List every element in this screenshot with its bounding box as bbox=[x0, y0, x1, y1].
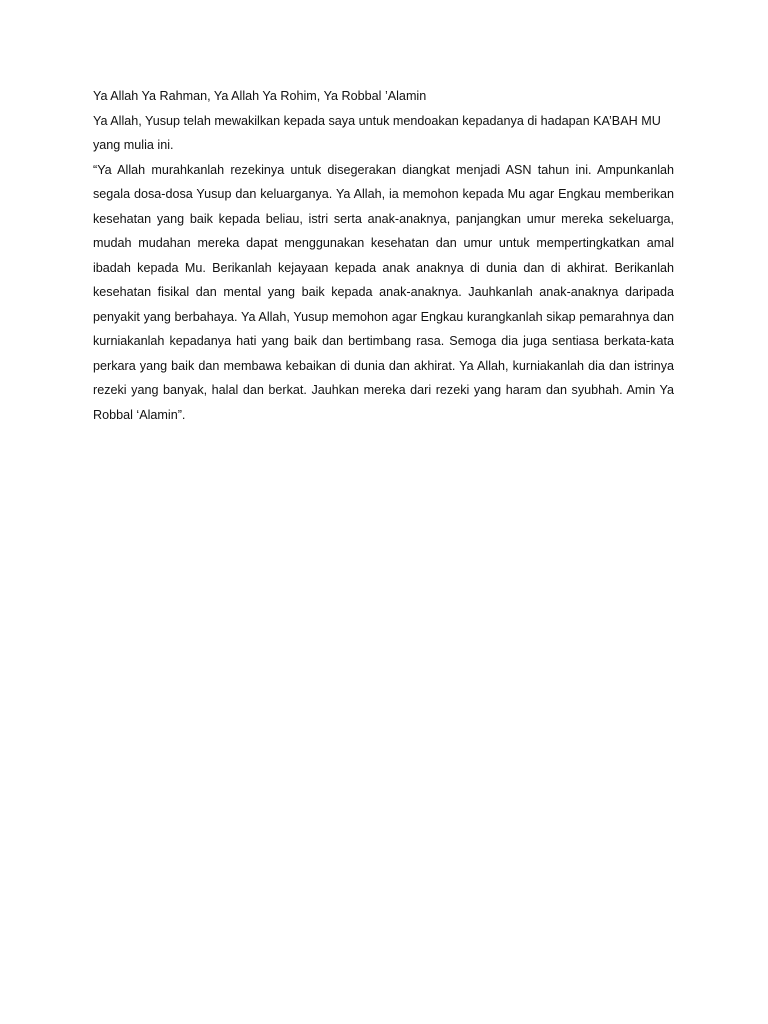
prayer-heading: Ya Allah Ya Rahman, Ya Allah Ya Rohim, Ya Robbal ’Alamin bbox=[93, 89, 427, 103]
document-body bbox=[93, 84, 674, 427]
intro-paragraph: Ya Allah, Yusup telah mewakilkan kepada saya untuk mendoakan kepadanya di hadapan KA’BAH MU yang mulia ini. bbox=[93, 113, 661, 152]
prayer-paragraph: “Ya Allah murahkanlah rezekinya untuk disegerakan diangkat menjadi ASN tahun ini. Ampunkanlah segala dosa-dosa Yusup dan keluarganya. Ya Allah, ia memohon kepada Mu agar Engkau memberikan kesehatan yang baik kepada beliau, istri serta anak-anaknya, panjangkan umur mereka sekeluarga, mudah mudahan mereka dapat menggunakan kesehatan dan umur untuk mempertingkatkan amal ibadah kepada Mu. Berikanlah kejayaan kepada anak anaknya di dunia dan di akhirat. Berikanlah kesehatan fisikal dan mental yang baik kepada anak-anaknya. Jauhkanlah anak-anaknya daripada penyakit yang berbahaya. Ya Allah, Yusup memohon agar Engkau kurangkanlah sikap pemarahnya dan kurniakanlah kepadanya hati yang baik dan bertimbang rasa. Semoga dia juga sentiasa berkata-kata perkara yang baik dan membawa kebaikan di dunia dan akhirat. Ya Allah, kurniakanlah dia dan istrinya rezeki yang banyak, halal dan berkat. Jauhkan mereka dari rezeki yang haram dan syubhah. Amin Ya Robbal ‘Alamin”. bbox=[93, 162, 674, 422]
